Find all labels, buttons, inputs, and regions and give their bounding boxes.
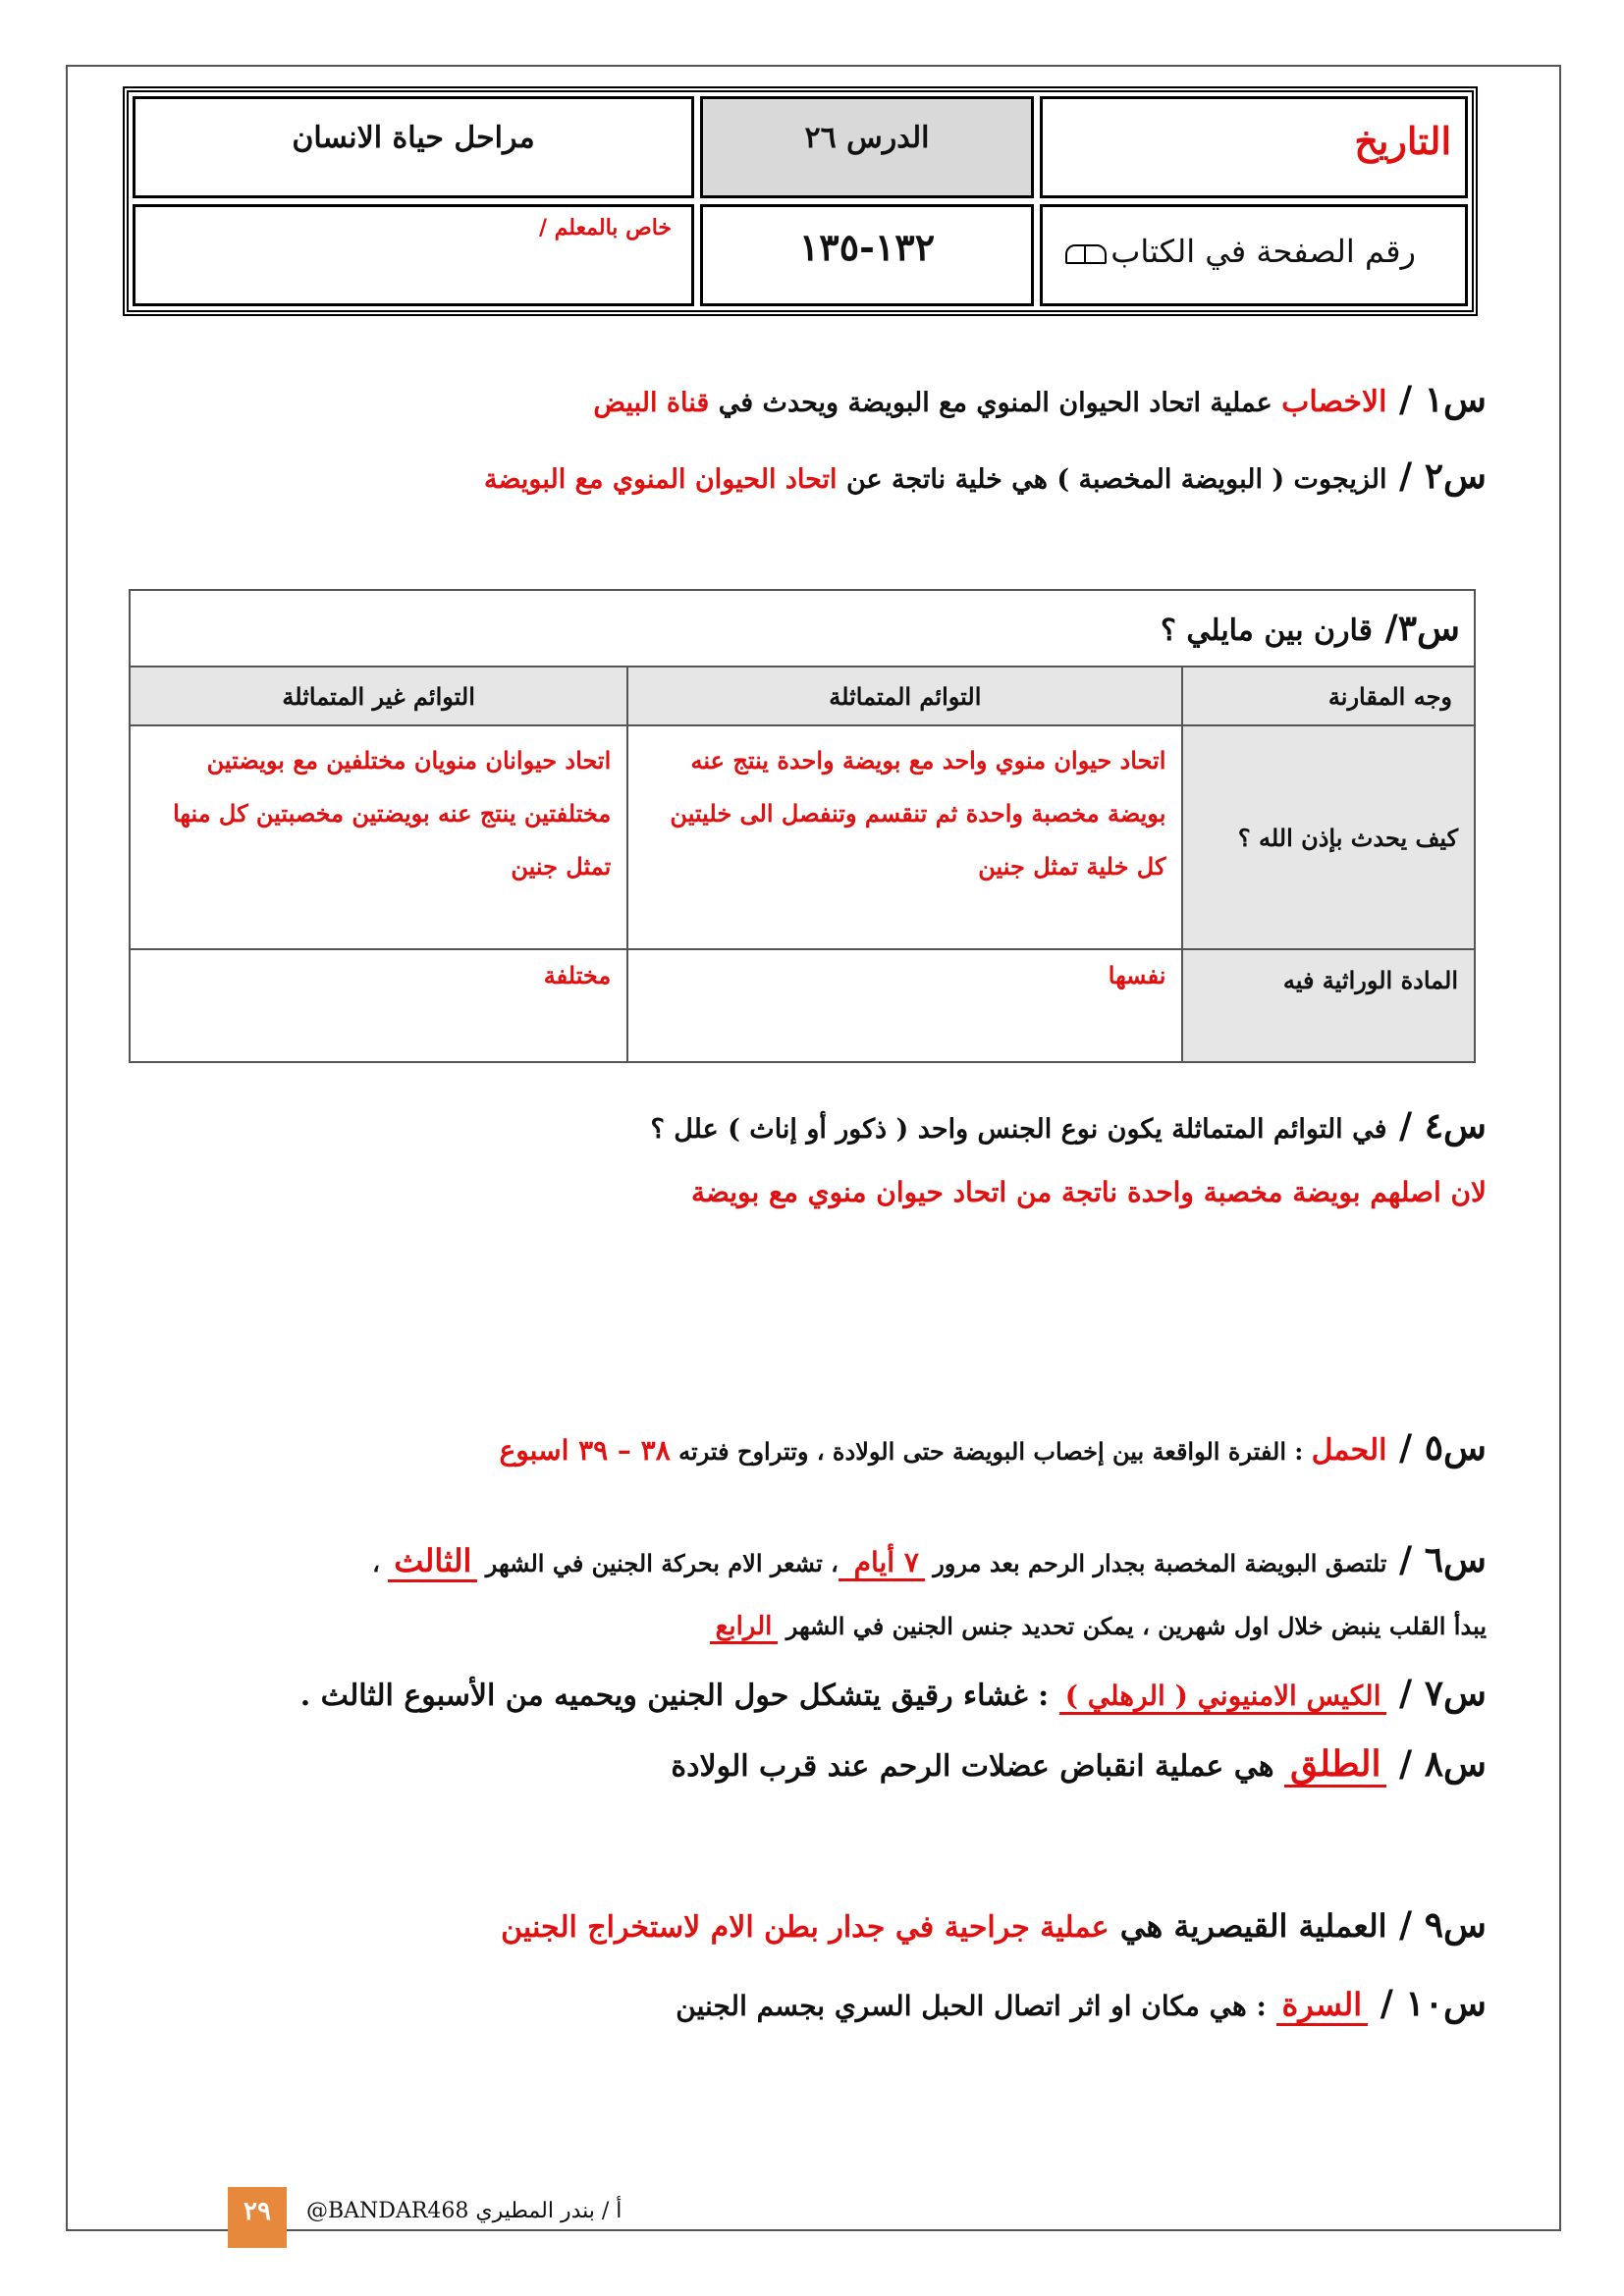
question-number: س١ / <box>1386 379 1487 420</box>
question-text: في التوائم المتماثلة يكون نوع الجنس واحد ( ذكور أو إناث ) علل ؟ <box>650 1114 1387 1145</box>
question-number: س٥ / <box>1386 1427 1487 1468</box>
answer: قناة البيض <box>593 388 710 418</box>
comparison-table <box>129 589 1476 1063</box>
question-text: : هي مكان او اثر اتصال الحبل السري بجسم الجنين <box>676 1990 1276 2022</box>
date-label: التاريخ <box>1354 119 1451 163</box>
question-number: س٨ / <box>1386 1743 1487 1785</box>
book-page-range: ١٣٢-١٣٥ <box>798 225 936 269</box>
answer: ٧ أيام <box>839 1546 925 1581</box>
question-10 <box>676 1983 1487 2024</box>
question-text: يبدأ القلب ينبض خلال اول شهرين ، يمكن تحديد جنس الجنين في الشهر <box>778 1612 1487 1640</box>
answer-4: لان اصلهم بويضة مخصبة واحدة ناتجة من اتحاد حيوان منوي مع بويضة <box>690 1176 1487 1208</box>
question-text: : الفترة الواقعة بين إخصاب البويضة حتى الولادة ، وتتراوح فترته <box>670 1437 1312 1466</box>
header-aspect: وجه المقارنة <box>1182 667 1475 725</box>
question-7 <box>300 1673 1487 1714</box>
teacher-note: خاص بالمعلم / <box>538 215 672 240</box>
term: الاخصاب <box>1281 385 1387 419</box>
answer: اتحاد الحيوان المنوي مع البويضة <box>484 464 838 495</box>
teacher-note-cell <box>133 204 694 306</box>
term: الطلق <box>1284 1743 1386 1788</box>
row-how-label: كيف يحدث بإذن الله ؟ <box>1182 725 1475 949</box>
question-2 <box>484 455 1487 497</box>
question-6-line-2 <box>710 1612 1487 1641</box>
page-number: ٢٩ <box>228 2187 287 2248</box>
question-text: العملية القيصرية هي <box>1109 1907 1387 1945</box>
question-number: س١٠ / <box>1368 1983 1487 2024</box>
question-number: س٩ / <box>1386 1904 1487 1946</box>
question-1 <box>593 379 1487 420</box>
question-text: الزيجوت ( البويضة المخصبة ) هي خلية ناتجة عن <box>837 464 1387 495</box>
answer: الثالث <box>388 1542 477 1582</box>
lesson-number: الدرس ٢٦ <box>804 121 930 155</box>
row-genetic-label: المادة الوراثية فيه <box>1182 949 1475 1062</box>
answer: عملية جراحية في جدار بطن الام لاستخراج الجنين <box>501 1910 1110 1945</box>
question-number: س٦ / <box>1386 1539 1487 1580</box>
row-genetic-identical: نفسها <box>627 949 1182 1062</box>
question-text: تلتصق البويضة المخصبة بجدار الرحم بعد مرور <box>924 1549 1387 1577</box>
question-text: هي عملية انقباض عضلات الرحم عند قرب الولادة <box>671 1749 1285 1784</box>
question-9 <box>501 1904 1487 1946</box>
header-identical: التوائم المتماثلة <box>627 667 1182 725</box>
comparison-title: س٣/ قارن بين مايلي ؟ <box>130 590 1475 667</box>
term: السرة <box>1276 1986 1369 2026</box>
lesson-title-cell <box>133 96 694 198</box>
book-icon <box>1065 244 1107 264</box>
question-number: س٧ / <box>1386 1673 1487 1714</box>
row-how-fraternal: اتحاد حيوانان منويان مختلفين مع بويضتين مختلفتين ينتج عنه بويضتين مخصبتين كل منها تمثل جنين <box>130 725 627 949</box>
book-page-label: رقم الصفحة في الكتاب <box>1065 233 1416 270</box>
header-fraternal: التوائم غير المتماثلة <box>130 667 627 725</box>
term: الكيس الامنيوني ( الرهلي ) <box>1059 1680 1387 1715</box>
question-6 <box>372 1539 1487 1580</box>
book-page-range-cell <box>700 204 1034 306</box>
question-5 <box>499 1427 1487 1468</box>
lesson-title: مراحل حياة الانسان <box>292 121 535 155</box>
row-how-identical: اتحاد حيوان منوي واحد مع بويضة واحدة ينتج عنه بويضة مخصبة واحدة ثم تنقسم وتنفصل الى خليتين كل خلية تمثل جنين <box>627 725 1182 949</box>
lesson-header-table <box>123 86 1478 316</box>
lesson-number-cell <box>700 96 1034 198</box>
question-text: ، تشعر الام بحركة الجنين في الشهر <box>477 1549 839 1577</box>
date-cell <box>1040 96 1468 198</box>
question-text: ، <box>372 1549 389 1577</box>
question-text: عملية اتحاد الحيوان المنوي مع البويضة ويحدث في <box>709 388 1282 418</box>
question-number: س٤ / <box>1386 1105 1487 1147</box>
question-8 <box>671 1743 1487 1785</box>
author-credit: @BANDAR468 أ / بندر المطيري <box>306 2199 623 2223</box>
row-genetic-fraternal: مختلفة <box>130 949 627 1062</box>
question-text: : غشاء رقيق يتشكل حول الجنين ويحميه من الأسبوع الثالث . <box>299 1679 1059 1713</box>
answer: الرابع <box>710 1612 779 1644</box>
answer: ٣٨ – ٣٩ اسبوع <box>499 1434 671 1467</box>
term: الحمل <box>1311 1433 1387 1468</box>
question-4 <box>650 1105 1487 1147</box>
question-number: س٢ / <box>1386 455 1487 497</box>
book-page-label-cell <box>1040 204 1468 306</box>
